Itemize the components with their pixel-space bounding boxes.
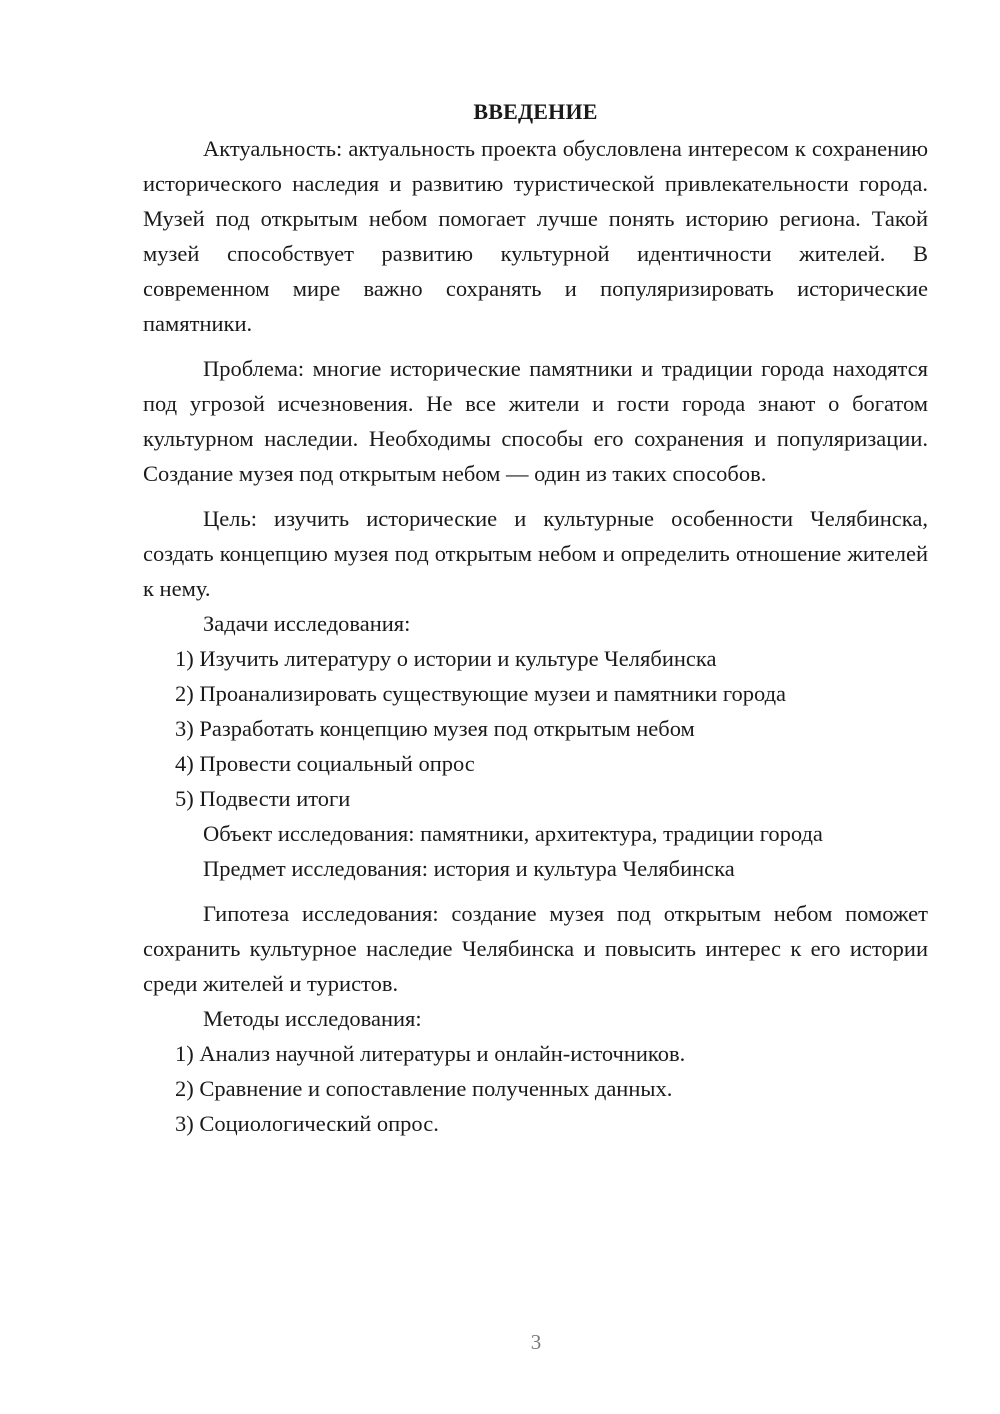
list-item: 3) Разработать концепцию музея под открытым небом — [175, 716, 695, 741]
methods-list — [143, 1036, 928, 1141]
list-item: 2) Сравнение и сопоставление полученных данных. — [175, 1076, 673, 1101]
page-content — [143, 92, 928, 1141]
tasks-list — [143, 641, 928, 816]
page-title: ВВЕДЕНИЕ — [473, 99, 598, 124]
list-item: 4) Провести социальный опрос — [175, 751, 475, 776]
methods-heading: Методы исследования: — [203, 1006, 422, 1031]
hypothesis-paragraph: Гипотеза исследования: создание музея под открытым небом поможет сохранить культурное наследие Челябинска и повысить интерес к его истории среди жителей и туристов. — [143, 901, 928, 996]
object-line: Объект исследования: памятники, архитектура, традиции города — [203, 821, 823, 846]
relevance-paragraph: Актуальность: актуальность проекта обусловлена интересом к сохранению исторического наследия и развитию туристической привлекательности города. Музей под открытым небом помогает лучше понять историю региона. Такой музей способствует развитию культурной идентичности жителей. В современном мире важно сохранять и популяризировать исторические памятники. — [143, 136, 928, 336]
goal-paragraph: Цель: изучить исторические и культурные особенности Челябинска, создать концепцию музея под открытым небом и определить отношение жителей к нему. — [143, 506, 928, 601]
list-item: 1) Анализ научной литературы и онлайн-источников. — [175, 1041, 686, 1066]
subject-line: Предмет исследования: история и культура Челябинска — [203, 856, 735, 881]
list-item: 3) Социологический опрос. — [175, 1111, 439, 1136]
tasks-heading: Задачи исследования: — [203, 611, 411, 636]
list-item: 5) Подвести итоги — [175, 786, 351, 811]
list-item: 1) Изучить литературу о истории и культуре Челябинска — [175, 646, 717, 671]
list-item: 2) Проанализировать существующие музеи и памятники города — [175, 681, 787, 706]
page-number: 3 — [530, 1330, 542, 1354]
problem-paragraph: Проблема: многие исторические памятники и традиции города находятся под угрозой исчезновения. Не все жители и гости города знают о богатом культурном наследии. Необходимы способы его сохранения и популяризации. Создание музея под открытым небом — один из таких способов. — [143, 356, 928, 486]
